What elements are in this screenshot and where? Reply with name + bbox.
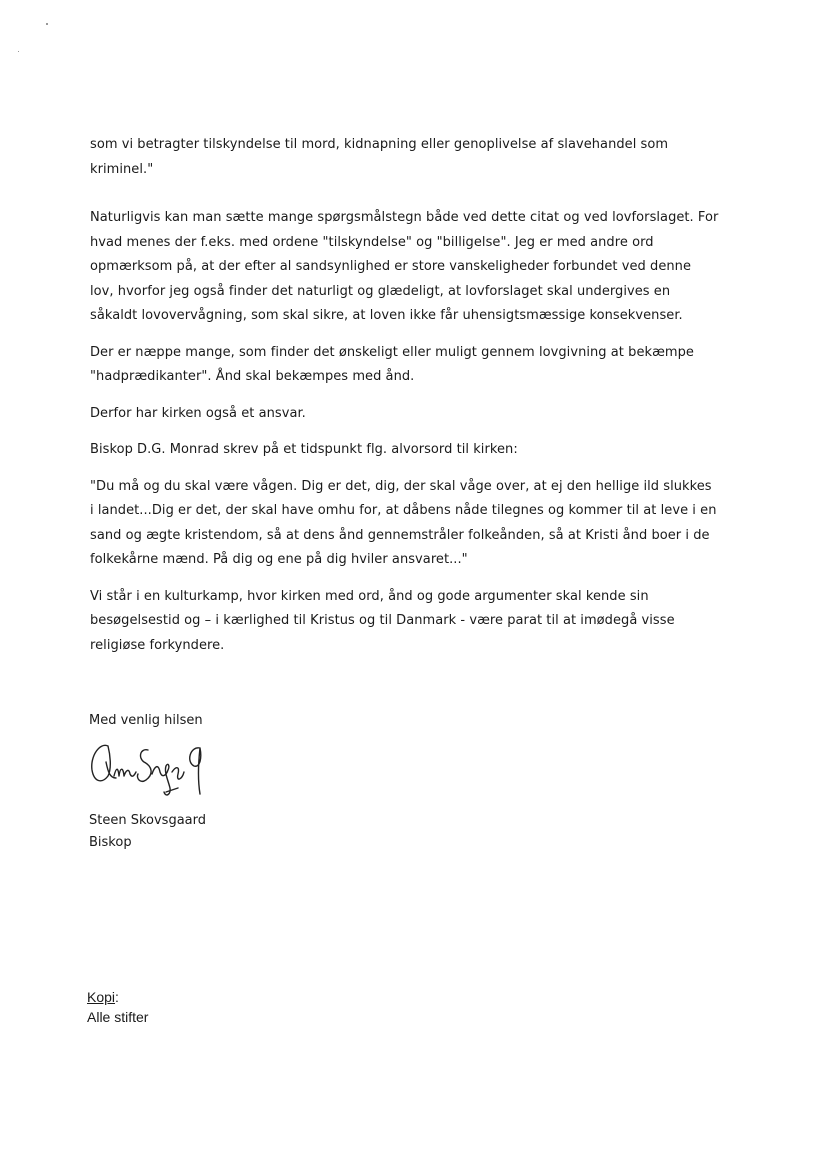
- paragraph-culture-fight: Vi står i en kulturkamp, hvor kirken med ord, ånd og gode argumenter skal kende sin besøgelsestid og – i kærlighed til Kristus og til Danmark - være parat til at imødegå visse religiøse forkyndere.: [90, 588, 675, 653]
- scan-speck: [18, 51, 19, 52]
- handwritten-signature: [86, 732, 216, 806]
- paragraph-monrad-quote: "Du må og du skal være vågen. Dig er det, dig, der skal våge over, at ej den hellige ild slukkes i landet...Dig er det, der skal have omhu for, at dåbens nåde tilegnes og kommer til at leve i en sand og ægte kristendom, så at dens ånd gennemstråler folkeånden, så at Kristi ånd boer i de folkekårne mænd. På dig og ene på dig hviler ansvaret...": [90, 478, 717, 567]
- letter-body: [90, 133, 750, 658]
- copy-block: [87, 987, 148, 1027]
- paragraph-church-responsibility: Derfor har kirken også et ansvar.: [90, 405, 306, 421]
- paragraph-hate-preachers: Der er næppe mange, som finder det ønskeligt eller muligt gennem lovgivning at bekæmpe "hadprædikanter". Ånd skal bekæmpes med ånd.: [90, 344, 694, 384]
- paragraph-questions: Naturligvis kan man sætte mange spørgsmålstegn både ved dette citat og ved lovforslaget. For hvad menes der f.eks. med ordene "tilskyndelse" og "billigelse". Jeg er med andre ord opmærksom på, at der efter al sandsynlighed er store vanskeligheder forbundet ved denne lov, hvorfor jeg også finder det naturligt og glædeligt, at lovforslaget skal undergives en såkaldt lovovervågning, som skal sikre, at loven ikke får uhensigtsmæssige konsekvenser.: [90, 210, 719, 323]
- signer-name: Steen Skovsgaard: [89, 813, 207, 828]
- copy-colon: :: [115, 989, 119, 1005]
- paragraph-monrad-intro: Biskop D.G. Monrad skrev på et tidspunkt flg. alvorsord til kirken:: [90, 442, 518, 457]
- closing-salutation: Med venlig hilsen: [89, 713, 203, 728]
- copy-label: Kopi: [87, 989, 116, 1005]
- signer-block: [89, 810, 206, 854]
- copy-recipients: Alle stifter: [87, 1009, 149, 1025]
- paragraph-quote-end: som vi betragter tilskyndelse til mord, kidnapning eller genoplivelse af slavehandel som kriminel.": [90, 137, 669, 177]
- signer-title: Biskop: [89, 835, 132, 850]
- scan-speck: [46, 23, 48, 25]
